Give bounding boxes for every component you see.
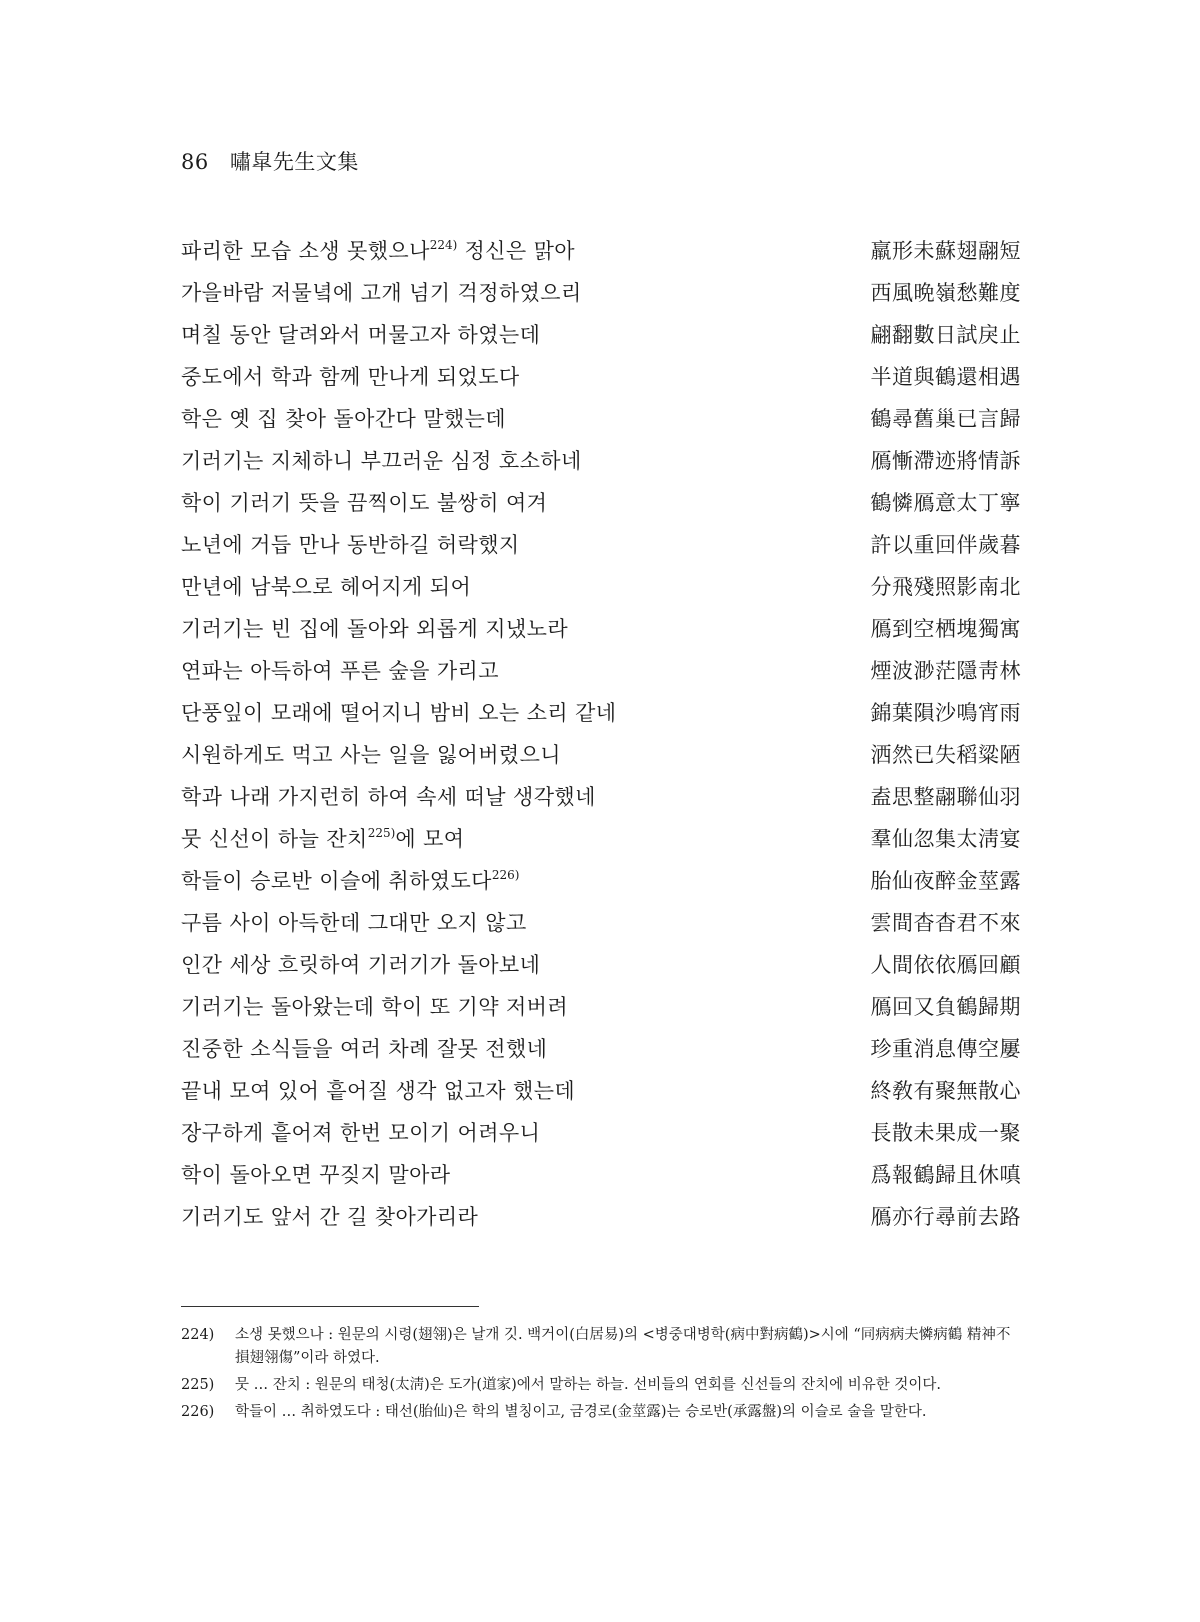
page-number: 86 bbox=[181, 150, 209, 174]
verse-hanja: 翩翻數日試戾止 bbox=[870, 323, 1021, 347]
verse-line bbox=[181, 776, 1021, 818]
book-title: 嘯皐先生文集 bbox=[229, 150, 359, 174]
verse-korean bbox=[181, 986, 568, 1028]
footnote-text: 뭇 … 잔치 : 원문의 태청(太淸)은 도가(道家)에서 말하는 하늘. 선비들의 연회를 신선들의 잔치에 비유한 것이다. bbox=[235, 1377, 942, 1393]
verse-hanja: 分飛殘照影南北 bbox=[870, 575, 1021, 599]
verse-hanja: 半道與鶴還相遇 bbox=[870, 365, 1021, 389]
verse-line bbox=[181, 230, 1021, 272]
verse-korean bbox=[181, 1028, 547, 1070]
verse-korean-text: 학은 옛 집 찾아 돌아간다 말했는데 bbox=[181, 407, 506, 431]
running-header bbox=[181, 146, 359, 176]
verse-hanja: 鴈亦行尋前去路 bbox=[870, 1205, 1021, 1229]
verse-line bbox=[181, 734, 1021, 776]
verse-korean bbox=[181, 440, 582, 482]
footnote-ref[interactable]: 225) bbox=[367, 826, 396, 840]
verse-korean-text: 파리한 모습 소생 못했으나 bbox=[181, 239, 430, 263]
verse-korean-text: 기러기는 지체하니 부끄러운 심정 호소하네 bbox=[181, 449, 582, 473]
verse-korean-text: 학이 돌아오면 꾸짖지 말아라 bbox=[181, 1163, 451, 1187]
verse-korean bbox=[181, 944, 540, 986]
verse-korean bbox=[181, 860, 519, 902]
verse-korean bbox=[181, 1112, 540, 1154]
verse-hanja: 雲間杳杳君不來 bbox=[870, 911, 1021, 935]
verse-line bbox=[181, 314, 1021, 356]
verse-line bbox=[181, 524, 1021, 566]
footnote-number: 224) bbox=[181, 1327, 215, 1343]
verse-korean-text: 며칠 동안 달려와서 머물고자 하였는데 bbox=[181, 323, 541, 347]
verse-line bbox=[181, 818, 1021, 860]
verse-hanja: 鶴憐鴈意太丁寧 bbox=[870, 491, 1021, 515]
footnote-text: 소생 못했으나 : 원문의 시령(翅翎)은 날개 깃. 백거이(白居易)의 <병중대병학(病中對病鶴)>시에 “同病病夫憐病鶴 精神不損翅翎傷”이라 하였다. bbox=[235, 1327, 1011, 1366]
verse-korean bbox=[181, 1070, 575, 1112]
verse-korean bbox=[181, 566, 471, 608]
verse-hanja: 羣仙忽集太淸宴 bbox=[870, 827, 1021, 851]
verse-hanja: 胎仙夜醉金莖露 bbox=[870, 869, 1021, 893]
verse-line bbox=[181, 1070, 1021, 1112]
verse-hanja: 長散未果成一聚 bbox=[870, 1121, 1021, 1145]
verse-korean-text: 기러기는 돌아왔는데 학이 또 기약 저버려 bbox=[181, 995, 569, 1019]
verse-line bbox=[181, 566, 1021, 608]
footnote-item bbox=[181, 1374, 1023, 1397]
verse-korean-text: 시원하게도 먹고 사는 일을 잃어버렸으니 bbox=[181, 743, 561, 767]
verse-hanja: 錦葉隕沙鳴宵雨 bbox=[870, 701, 1021, 725]
verse-line bbox=[181, 356, 1021, 398]
footnote-number: 225) bbox=[181, 1377, 215, 1393]
verse-korean-text: 기러기도 앞서 간 길 찾아가리라 bbox=[181, 1205, 479, 1229]
verse-hanja: 羸形未蘇翅翮短 bbox=[870, 239, 1021, 263]
verse-korean bbox=[181, 776, 596, 818]
verse-hanja: 終敎有聚無散心 bbox=[870, 1079, 1021, 1103]
verse-korean-text: 학들이 승로반 이슬에 취하였도다 bbox=[181, 869, 492, 893]
verse-korean-text: 학이 기러기 뜻을 끔찍이도 불쌍히 여겨 bbox=[181, 491, 548, 515]
verse-korean bbox=[181, 734, 561, 776]
poem-verses bbox=[181, 230, 1021, 1238]
verse-korean-text: 연파는 아득하여 푸른 숲을 가리고 bbox=[181, 659, 499, 683]
verse-korean-text: 뭇 신선이 하늘 잔치 bbox=[181, 827, 368, 851]
verse-korean bbox=[181, 1196, 478, 1238]
verse-hanja: 許以重回伴歲暮 bbox=[870, 533, 1021, 557]
verse-korean-text: 진중한 소식들을 여러 차례 잘못 전했네 bbox=[181, 1037, 548, 1061]
verse-line bbox=[181, 398, 1021, 440]
verse-hanja: 鴈到空栖塊獨寓 bbox=[870, 617, 1021, 641]
verse-line bbox=[181, 272, 1021, 314]
verse-korean-text: 가을바람 저물녘에 고개 넘기 걱정하였으리 bbox=[181, 281, 582, 305]
verse-korean-text: 인간 세상 흐릿하여 기러기가 돌아보네 bbox=[181, 953, 541, 977]
verse-korean bbox=[181, 818, 464, 860]
verse-korean-text: 중도에서 학과 함께 만나게 되었도다 bbox=[181, 365, 520, 389]
verse-line bbox=[181, 902, 1021, 944]
verse-korean bbox=[181, 398, 506, 440]
footnote-item bbox=[181, 1401, 1023, 1424]
verse-korean-text: 노년에 거듭 만나 동반하길 허락했지 bbox=[181, 533, 520, 557]
verse-korean bbox=[181, 356, 520, 398]
verse-line bbox=[181, 608, 1021, 650]
verse-hanja: 西風晩嶺愁難度 bbox=[870, 281, 1021, 305]
footnote-text: 학들이 … 취하였도다 : 태선(胎仙)은 학의 별칭이고, 금경로(金莖露)는 승로반(承露盤)의 이슬로 술을 말한다. bbox=[235, 1404, 927, 1420]
verse-hanja: 珍重消息傳空屢 bbox=[870, 1037, 1021, 1061]
footnote-item bbox=[181, 1324, 1023, 1370]
verse-korean bbox=[181, 230, 575, 272]
verse-korean-text: 구름 사이 아득한데 그대만 오지 않고 bbox=[181, 911, 527, 935]
verse-korean-text: 단풍잎이 모래에 떨어지니 밤비 오는 소리 같네 bbox=[181, 701, 617, 725]
footnote-divider bbox=[181, 1306, 479, 1307]
footnotes bbox=[181, 1324, 1023, 1428]
verse-hanja: 盍思整翮聯仙羽 bbox=[870, 785, 1021, 809]
verse-hanja: 鶴尋舊巢已言歸 bbox=[870, 407, 1021, 431]
verse-hanja: 人間依依鴈回顧 bbox=[870, 953, 1021, 977]
footnote-ref[interactable]: 226) bbox=[491, 868, 520, 882]
verse-line bbox=[181, 944, 1021, 986]
verse-line bbox=[181, 860, 1021, 902]
verse-line bbox=[181, 482, 1021, 524]
verse-korean-text: 끝내 모여 있어 흩어질 생각 없고자 했는데 bbox=[181, 1079, 576, 1103]
verse-line bbox=[181, 440, 1021, 482]
verse-korean-text-after: 에 모여 bbox=[395, 827, 465, 851]
verse-hanja: 鴈回又負鶴歸期 bbox=[870, 995, 1021, 1019]
verse-korean-text: 기러기는 빈 집에 돌아와 외롭게 지냈노라 bbox=[181, 617, 569, 641]
footnote-number: 226) bbox=[181, 1404, 215, 1420]
verse-korean bbox=[181, 650, 499, 692]
footnote-ref[interactable]: 224) bbox=[429, 238, 458, 252]
verse-korean bbox=[181, 902, 527, 944]
verse-korean bbox=[181, 1154, 450, 1196]
verse-line bbox=[181, 650, 1021, 692]
verse-hanja: 煙波渺茫隱靑林 bbox=[870, 659, 1021, 683]
verse-line bbox=[181, 692, 1021, 734]
verse-korean-text: 장구하게 흩어져 한번 모이기 어려우니 bbox=[181, 1121, 541, 1145]
verse-line bbox=[181, 1154, 1021, 1196]
verse-korean bbox=[181, 692, 616, 734]
verse-korean bbox=[181, 314, 540, 356]
verse-hanja: 洒然已失稻粱陋 bbox=[870, 743, 1021, 767]
verse-line bbox=[181, 1028, 1021, 1070]
verse-korean bbox=[181, 608, 568, 650]
verse-korean-text: 학과 나래 가지런히 하여 속세 떠날 생각했네 bbox=[181, 785, 596, 809]
verse-hanja: 鴈慚滯迹將情訴 bbox=[870, 449, 1021, 473]
verse-korean-text-after: 정신은 맑아 bbox=[457, 239, 575, 263]
verse-korean-text: 만년에 남북으로 헤어지게 되어 bbox=[181, 575, 472, 599]
verse-line bbox=[181, 1196, 1021, 1238]
verse-line bbox=[181, 986, 1021, 1028]
verse-line bbox=[181, 1112, 1021, 1154]
verse-korean bbox=[181, 524, 520, 566]
verse-korean bbox=[181, 272, 582, 314]
verse-korean bbox=[181, 482, 547, 524]
verse-hanja: 爲報鶴歸且休嗔 bbox=[870, 1163, 1021, 1187]
